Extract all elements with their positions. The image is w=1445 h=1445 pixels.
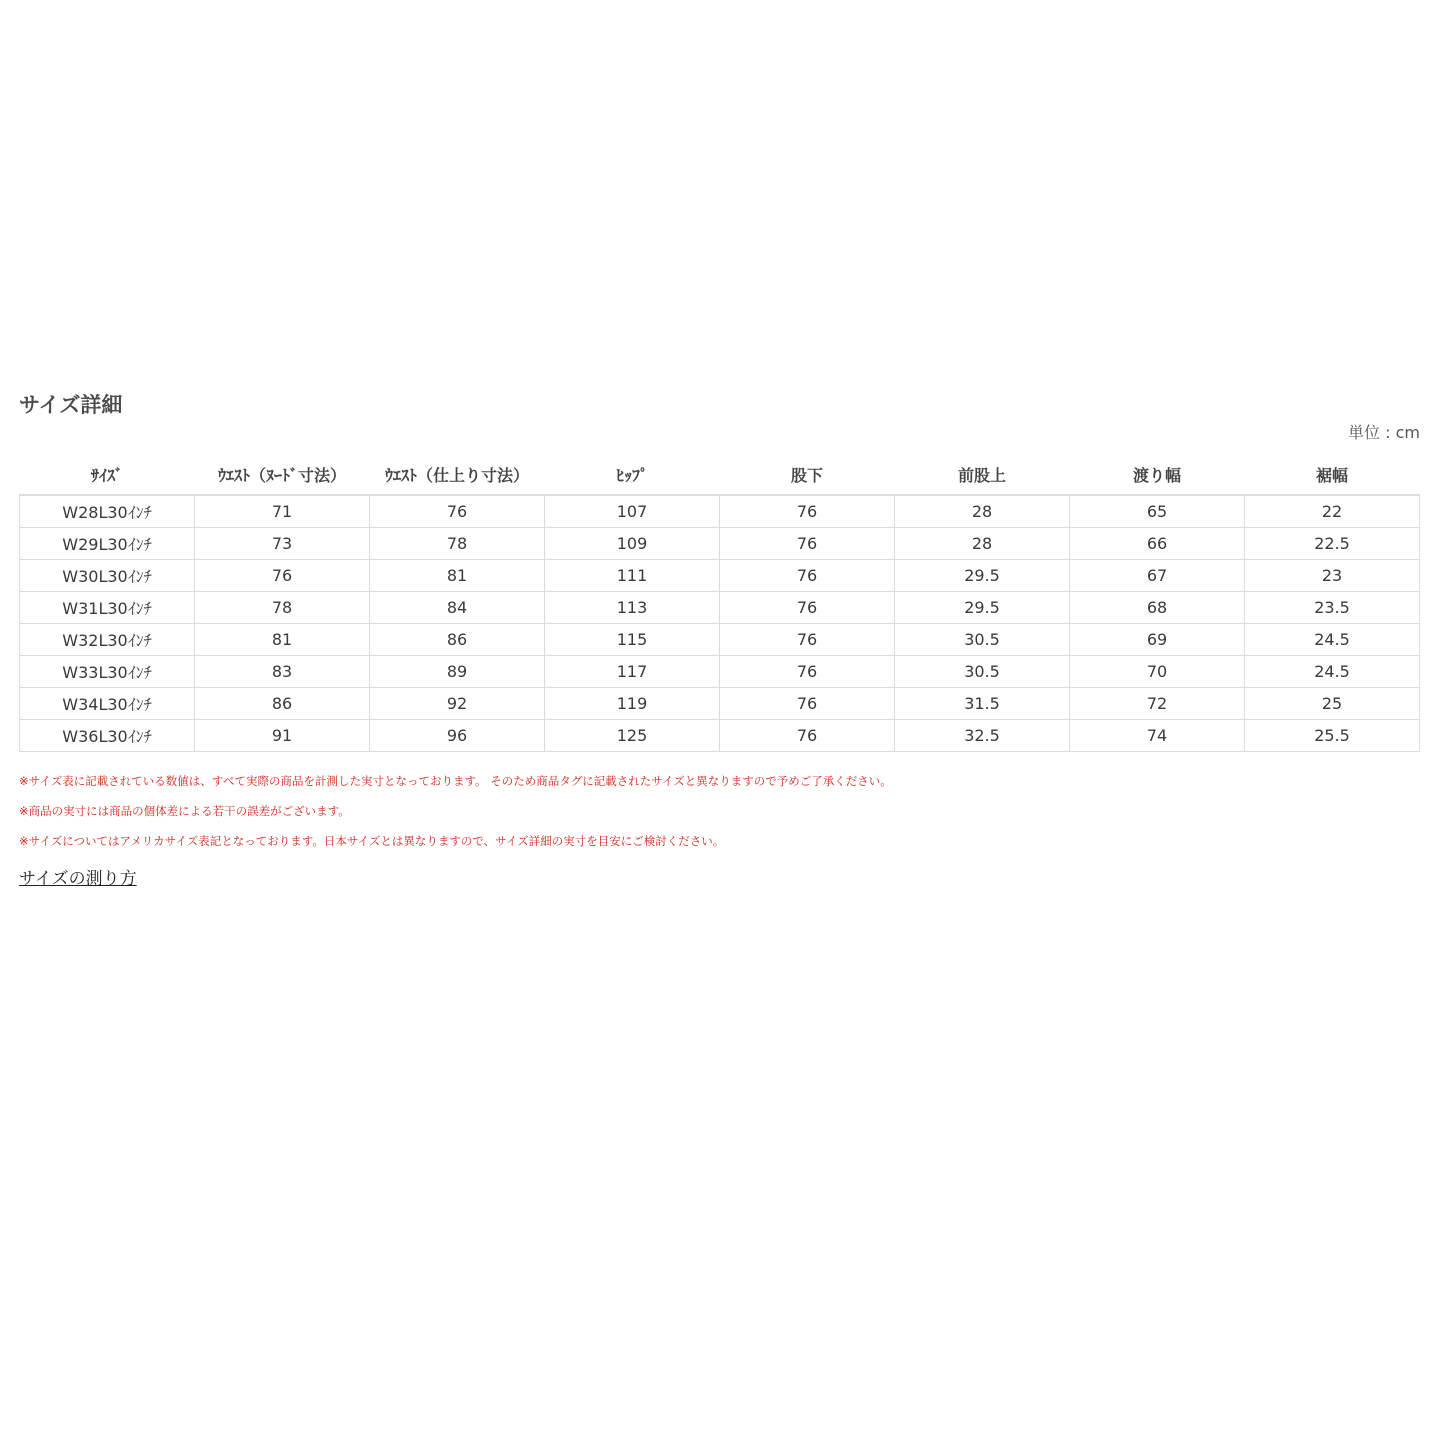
table-cell: 76 [720, 656, 895, 688]
table-cell: 119 [545, 688, 720, 720]
table-cell: 76 [720, 560, 895, 592]
table-cell: 89 [370, 656, 545, 688]
table-row [20, 624, 1420, 656]
table-cell: 92 [370, 688, 545, 720]
note-item: ※商品の実寸には商品の個体差による若干の誤差がございます。 [19, 804, 350, 818]
table-row [20, 592, 1420, 624]
table-row [20, 688, 1420, 720]
table-cell: W34L30ｲﾝﾁ [20, 688, 195, 720]
size-detail-section [19, 388, 1420, 889]
table-cell: 24.5 [1245, 624, 1420, 656]
table-cell: 65 [1070, 495, 1245, 528]
size-table [19, 454, 1420, 752]
table-cell: 84 [370, 592, 545, 624]
size-notes [19, 766, 1420, 856]
table-body [20, 495, 1420, 752]
table-cell: 76 [720, 688, 895, 720]
table-cell: 73 [195, 528, 370, 560]
table-cell: 96 [370, 720, 545, 752]
table-cell: 30.5 [895, 656, 1070, 688]
table-cell: 30.5 [895, 624, 1070, 656]
table-cell: 67 [1070, 560, 1245, 592]
column-header-thigh-width: 渡り幅 [1070, 454, 1245, 495]
table-cell: 23.5 [1245, 592, 1420, 624]
table-cell: 31.5 [895, 688, 1070, 720]
table-cell: W36L30ｲﾝﾁ [20, 720, 195, 752]
table-cell: 76 [370, 495, 545, 528]
column-header-waist-nude: ｳｴｽﾄ（ﾇｰﾄﾞ寸法） [195, 454, 370, 495]
table-cell: 28 [895, 528, 1070, 560]
table-cell: 113 [545, 592, 720, 624]
table-cell: 76 [720, 624, 895, 656]
table-cell: W31L30ｲﾝﾁ [20, 592, 195, 624]
table-cell: 28 [895, 495, 1070, 528]
column-header-size: ｻｲｽﾞ [20, 454, 195, 495]
table-cell: 71 [195, 495, 370, 528]
table-cell: 72 [1070, 688, 1245, 720]
table-cell: 91 [195, 720, 370, 752]
table-cell: 107 [545, 495, 720, 528]
table-row [20, 720, 1420, 752]
table-cell: 83 [195, 656, 370, 688]
table-cell: W32L30ｲﾝﾁ [20, 624, 195, 656]
table-cell: 76 [720, 720, 895, 752]
column-header-hem-width: 裾幅 [1245, 454, 1420, 495]
unit-label: 単位 : cm [1348, 423, 1420, 442]
table-cell: 25.5 [1245, 720, 1420, 752]
how-to-measure-link[interactable]: サイズの測り方 [19, 869, 137, 889]
table-row [20, 656, 1420, 688]
table-row [20, 528, 1420, 560]
table-cell: 86 [370, 624, 545, 656]
table-cell: 117 [545, 656, 720, 688]
table-cell: 68 [1070, 592, 1245, 624]
table-cell: 76 [720, 495, 895, 528]
table-cell: 81 [370, 560, 545, 592]
table-cell: 29.5 [895, 592, 1070, 624]
table-cell: 115 [545, 624, 720, 656]
column-header-inseam: 股下 [720, 454, 895, 495]
page-title: サイズ詳細 [19, 393, 123, 417]
table-cell: W28L30ｲﾝﾁ [20, 495, 195, 528]
table-cell: 25 [1245, 688, 1420, 720]
table-cell: W29L30ｲﾝﾁ [20, 528, 195, 560]
table-cell: W33L30ｲﾝﾁ [20, 656, 195, 688]
table-cell: 70 [1070, 656, 1245, 688]
table-cell: 76 [720, 592, 895, 624]
table-cell: W30L30ｲﾝﾁ [20, 560, 195, 592]
note-item: ※サイズについてはアメリカサイズ表記となっております。日本サイズとは異なりますので、サイズ詳細の実寸を目安にご検討ください。 [19, 834, 725, 848]
table-cell: 74 [1070, 720, 1245, 752]
note-item: ※サイズ表に記載されている数値は、すべて実際の商品を計測した実寸となっております。 そのため商品タグに記載されたサイズと異なりますので予めご了承ください。 [19, 774, 892, 788]
column-header-front-rise: 前股上 [895, 454, 1070, 495]
table-cell: 81 [195, 624, 370, 656]
table-cell: 24.5 [1245, 656, 1420, 688]
table-cell: 66 [1070, 528, 1245, 560]
table-cell: 111 [545, 560, 720, 592]
table-cell: 109 [545, 528, 720, 560]
table-row [20, 560, 1420, 592]
table-cell: 22.5 [1245, 528, 1420, 560]
table-cell: 76 [720, 528, 895, 560]
table-cell: 69 [1070, 624, 1245, 656]
table-cell: 78 [370, 528, 545, 560]
table-cell: 125 [545, 720, 720, 752]
table-row [20, 495, 1420, 528]
table-cell: 78 [195, 592, 370, 624]
column-header-waist-finished: ｳｴｽﾄ（仕上り寸法） [370, 454, 545, 495]
table-cell: 32.5 [895, 720, 1070, 752]
column-header-hip: ﾋｯﾌﾟ [545, 454, 720, 495]
table-cell: 76 [195, 560, 370, 592]
table-cell: 22 [1245, 495, 1420, 528]
table-header-row [20, 454, 1420, 495]
table-cell: 86 [195, 688, 370, 720]
table-cell: 23 [1245, 560, 1420, 592]
table-cell: 29.5 [895, 560, 1070, 592]
